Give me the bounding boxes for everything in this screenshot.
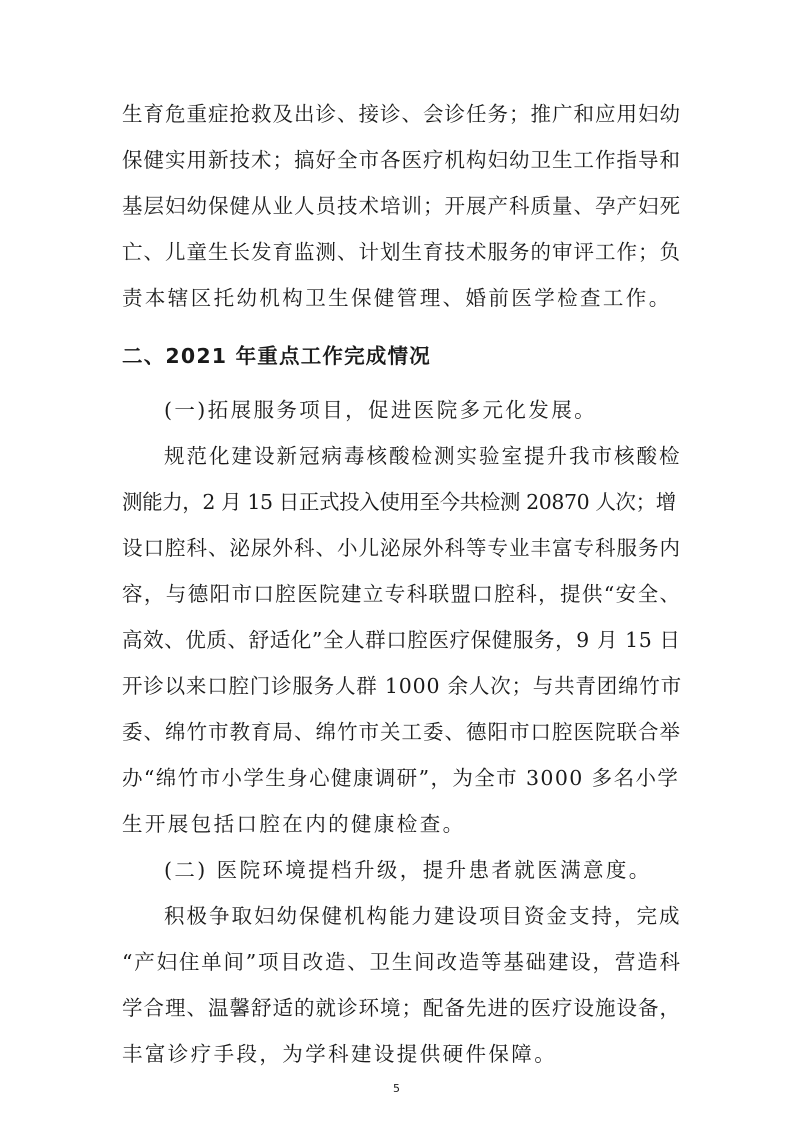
paragraph-line: 基层妇幼保健从业人员技术培训；开展产科质量、孕产妇死: [122, 194, 681, 218]
paragraph-line: 设口腔科、泌尿外科、小儿泌尿外科等专业丰富专科服务内: [122, 536, 681, 560]
paragraph-line: 保健实用新技术；搞好全市各医疗机构妇幼卫生工作指导和: [122, 148, 681, 172]
paragraph-line: 开诊以来口腔门诊服务人群 1000 余人次；与共青团绵竹市: [122, 674, 682, 698]
paragraph-line: “产妇住单间”项目改造、卫生间改造等基础建设，营造科: [122, 950, 682, 974]
subsection-heading: (二) 医院环境提档升级，提升患者就医满意度。: [164, 858, 652, 882]
page-number: 5: [393, 1082, 400, 1095]
paragraph-line: 积极争取妇幼保健机构能力建设项目资金支持，完成: [164, 904, 682, 928]
paragraph-line: 容，与德阳市口腔医院建立专科联盟口腔科，提供“安全、: [122, 582, 682, 606]
section-heading: 二、2021 年重点工作完成情况: [122, 344, 431, 368]
subsection-heading: (一)拓展服务项目，促进医院多元化发展。: [164, 398, 597, 422]
paragraph-line: 生开展包括口腔在内的健康检查。: [122, 812, 466, 836]
paragraph-line: 委、绵竹市教育局、绵竹市关工委、德阳市口腔医院联合举: [122, 720, 681, 744]
paragraph-line: 丰富诊疗手段，为学科建设提供硬件保障。: [122, 1042, 558, 1066]
paragraph-line: 责本辖区托幼机构卫生保健管理、婚前医学检查工作。: [122, 286, 672, 310]
paragraph-line: 规范化建设新冠病毒核酸检测实验室提升我市核酸检: [164, 444, 682, 468]
paragraph-line: 高效、优质、舒适化”全人群口腔医疗保健服务，9 月 15 日: [122, 628, 681, 652]
paragraph-line: 学合理、温馨舒适的就诊环境；配备先进的医疗设施设备，: [122, 996, 681, 1020]
paragraph-line: 测能力，2 月 15 日正式投入使用至今共检测 20870 人次；增: [122, 490, 676, 514]
paragraph-line: 办“绵竹市小学生身心健康调研”，为全市 3000 多名小学: [122, 766, 680, 790]
paragraph-line: 生育危重症抢救及出诊、接诊、会诊任务；推广和应用妇幼: [122, 102, 681, 126]
paragraph-line: 亡、儿童生长发育监测、计划生育技术服务的审评工作；负: [122, 240, 681, 264]
